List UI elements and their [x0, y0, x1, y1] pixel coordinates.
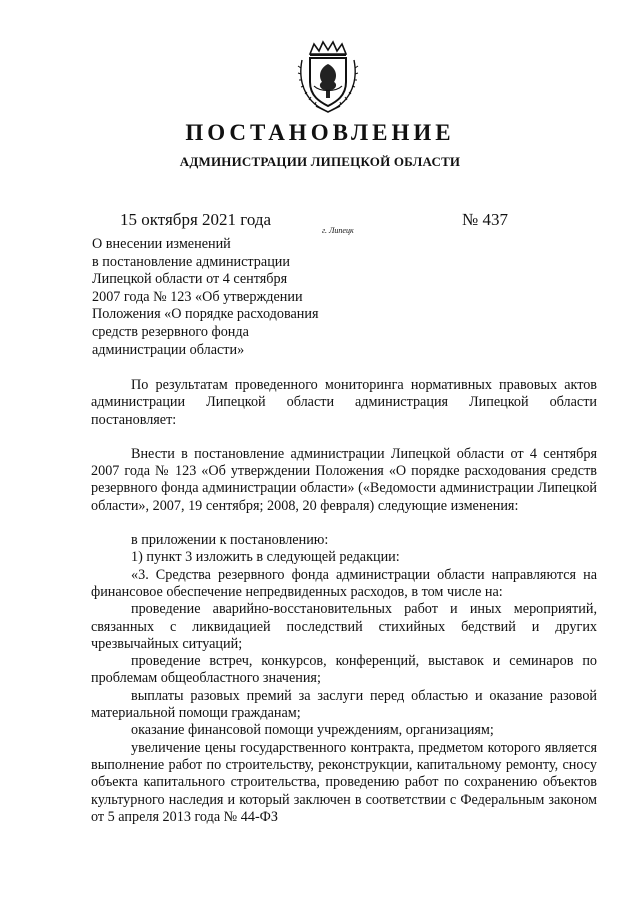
list-item: увеличение цены государственного контракта, предметом которого является выполнение работ по строительству, реконструкции, капитальному ремонту, сносу объекта капитального строительства, проведению работ по сохранению объектов культурного наследия и который заключен в соответствии с Федеральным законом от 5 апреля 2013 года № 44-ФЗ	[91, 739, 597, 825]
coat-of-arms-icon	[296, 40, 360, 114]
document-subtitle: АДМИНИСТРАЦИИ ЛИПЕЦКОЙ ОБЛАСТИ	[179, 154, 461, 169]
list-item: проведение встреч, конкурсов, конференций, выставок и семинаров по проблемам общеобластного значения;	[91, 653, 597, 687]
list-item: выплаты разовых премий за заслуги перед областью и оказание разовой материальной помощи гражданам;	[91, 687, 597, 722]
document-city: г. Липецк	[322, 226, 354, 235]
subject-line: Липецкой области от 4 сентября	[92, 271, 288, 288]
preamble-paragraph: По результатам проведенного мониторинга нормативных правовых актов администрации Липецкой области администрация Липецкой области постановляет:	[91, 377, 597, 428]
intro-paragraph: Внести в постановление администрации Липецкой области от 4 сентября 2007 года № 123 «Об утверждении Положения «О порядке расходования средств резервного фонда администрации области» («Ведомости администрации Липецкой области», 2007, 19 сентября; 2008, 20 февраля) следующие изменения:	[91, 445, 597, 514]
appendix-paragraph: в приложении к постановлению:	[131, 532, 329, 549]
document-body	[91, 377, 597, 826]
subject-line: 2007 года № 123 «Об утверждении	[92, 288, 303, 305]
list-item: проведение аварийно-восстановительных работ и иных мероприятий, связанных с ликвидацией последствий стихийных бедствий и других чрезвычайных ситуаций;	[91, 601, 597, 652]
subject-line: средств резервного фонда	[92, 323, 249, 340]
subject-line: Положения «О порядке расходования	[92, 306, 319, 323]
document-number: № 437	[462, 210, 508, 229]
subject-line: О внесении изменений	[92, 236, 231, 252]
document-date: 15 октября 2021 года	[120, 210, 272, 229]
list-item: оказание финансовой помощи учреждениям, организациям;	[131, 722, 494, 739]
document-subject	[92, 236, 352, 359]
subject-line: в постановление администрации	[92, 253, 290, 270]
clause-3-paragraph: «3. Средства резервного фонда администрации области направляются на финансовое обеспечение непредвиденных расходов, в том числе на:	[91, 566, 597, 600]
document-title: ПОСТАНОВЛЕНИЕ	[185, 120, 455, 145]
subject-line: администрации области»	[92, 341, 245, 358]
item-1-paragraph: 1) пункт 3 изложить в следующей редакции:	[131, 549, 400, 566]
